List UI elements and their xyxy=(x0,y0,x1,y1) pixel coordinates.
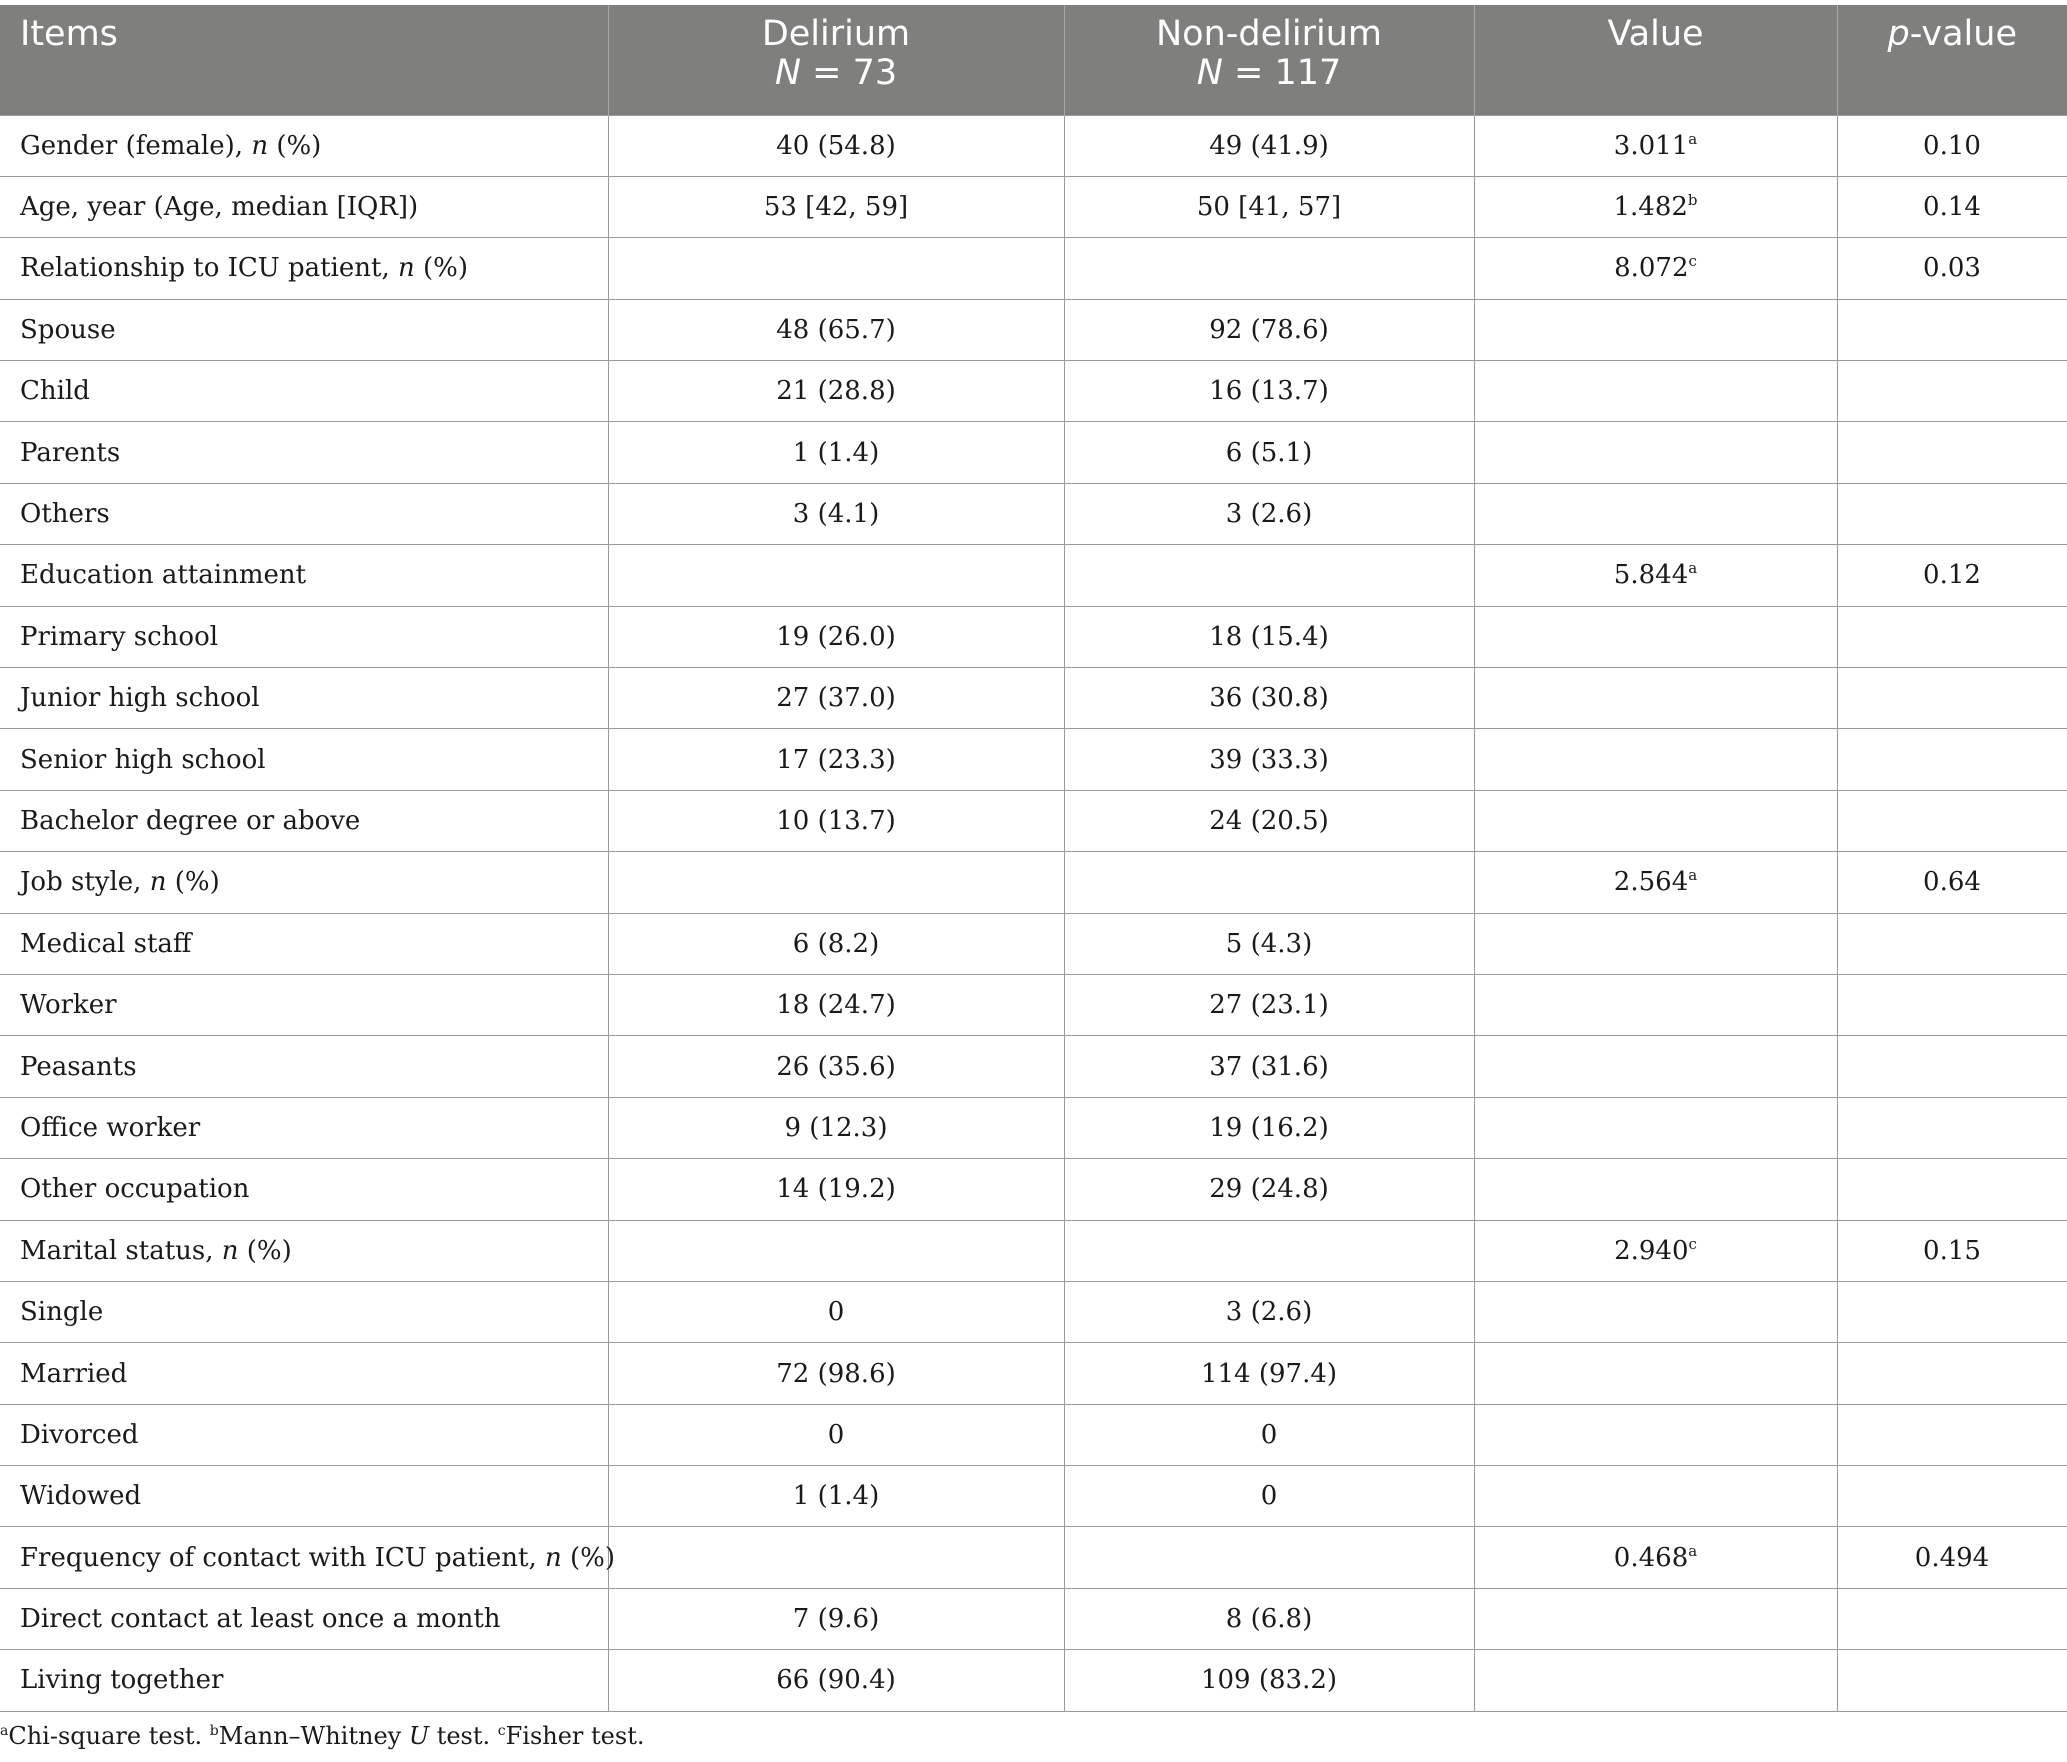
cell-value xyxy=(1474,1036,1837,1097)
cell-delirium: 1 (1.4) xyxy=(608,1466,1064,1527)
cell-p-value: 0.12 xyxy=(1837,545,2067,606)
cell-item: Married xyxy=(0,1343,608,1404)
cell-p-value xyxy=(1837,606,2067,667)
cell-value: 2.940$^c$ xyxy=(1474,1220,1837,1281)
cell-item: Others xyxy=(0,483,608,544)
cell-delirium xyxy=(608,1220,1064,1281)
cell-non-delirium xyxy=(1064,1220,1474,1281)
table-row xyxy=(0,1650,2067,1711)
cell-item: Age, year (Age, median [IQR]) xyxy=(0,176,608,237)
cell-delirium: 19 (26.0) xyxy=(608,606,1064,667)
table-row xyxy=(0,299,2067,360)
table-body xyxy=(0,115,2067,1711)
header-items: Items xyxy=(0,5,608,115)
cell-p-value xyxy=(1837,1281,2067,1342)
cell-p-value xyxy=(1837,1588,2067,1649)
cell-item: Direct contact at least once a month xyxy=(0,1588,608,1649)
table-row xyxy=(0,1036,2067,1097)
cell-delirium: 10 (13.7) xyxy=(608,790,1064,851)
cell-non-delirium: 92 (78.6) xyxy=(1064,299,1474,360)
cell-non-delirium: 36 (30.8) xyxy=(1064,668,1474,729)
cell-value: 8.072$^c$ xyxy=(1474,238,1837,299)
cell-non-delirium xyxy=(1064,852,1474,913)
cell-item: Spouse xyxy=(0,299,608,360)
cell-p-value xyxy=(1837,790,2067,851)
cell-non-delirium: 16 (13.7) xyxy=(1064,361,1474,422)
cell-p-value: 0.10 xyxy=(1837,115,2067,176)
cell-p-value xyxy=(1837,1404,2067,1465)
cell-p-value xyxy=(1837,483,2067,544)
cell-p-value xyxy=(1837,1343,2067,1404)
cell-non-delirium: 50 [41, 57] xyxy=(1064,176,1474,237)
cell-p-value xyxy=(1837,1159,2067,1220)
cell-item: Gender (female), n (%) xyxy=(0,115,608,176)
cell-value xyxy=(1474,1343,1837,1404)
table-row xyxy=(0,1404,2067,1465)
cell-p-value xyxy=(1837,1650,2067,1711)
cell-delirium: 6 (8.2) xyxy=(608,913,1064,974)
table-row xyxy=(0,422,2067,483)
cell-item: Worker xyxy=(0,974,608,1035)
cell-item: Frequency of contact with ICU patient, n (%) xyxy=(0,1527,608,1588)
cell-item: Office worker xyxy=(0,1097,608,1158)
cell-value: 1.482$^b$ xyxy=(1474,176,1837,237)
cell-item: Relationship to ICU patient, n (%) xyxy=(0,238,608,299)
cell-value xyxy=(1474,1159,1837,1220)
cell-non-delirium: 18 (15.4) xyxy=(1064,606,1474,667)
cell-p-value xyxy=(1837,1466,2067,1527)
cell-item: Junior high school xyxy=(0,668,608,729)
cell-non-delirium: 29 (24.8) xyxy=(1064,1159,1474,1220)
cell-item: Medical staff xyxy=(0,913,608,974)
cell-item: Primary school xyxy=(0,606,608,667)
table-row xyxy=(0,790,2067,851)
table-row xyxy=(0,729,2067,790)
cell-value xyxy=(1474,1097,1837,1158)
cell-value xyxy=(1474,974,1837,1035)
cell-value xyxy=(1474,1404,1837,1465)
cell-value xyxy=(1474,422,1837,483)
cell-delirium: 17 (23.3) xyxy=(608,729,1064,790)
cell-delirium: 26 (35.6) xyxy=(608,1036,1064,1097)
table-row xyxy=(0,238,2067,299)
cell-value: 3.011$^a$ xyxy=(1474,115,1837,176)
cell-item: Bachelor degree or above xyxy=(0,790,608,851)
table-row xyxy=(0,361,2067,422)
cell-delirium: 18 (24.7) xyxy=(608,974,1064,1035)
cell-delirium xyxy=(608,1527,1064,1588)
cell-value xyxy=(1474,913,1837,974)
cell-value xyxy=(1474,1466,1837,1527)
table-row xyxy=(0,115,2067,176)
table-row xyxy=(0,1281,2067,1342)
cell-item: Marital status, n (%) xyxy=(0,1220,608,1281)
cell-item: Peasants xyxy=(0,1036,608,1097)
table-row xyxy=(0,852,2067,913)
cell-item: Senior high school xyxy=(0,729,608,790)
header-non-delirium: Non-delirium N = 117 xyxy=(1064,5,1474,115)
table-row xyxy=(0,176,2067,237)
cell-non-delirium: 27 (23.1) xyxy=(1064,974,1474,1035)
cell-value xyxy=(1474,1281,1837,1342)
cell-non-delirium: 3 (2.6) xyxy=(1064,483,1474,544)
cell-non-delirium: 39 (33.3) xyxy=(1064,729,1474,790)
cell-p-value xyxy=(1837,1097,2067,1158)
cell-p-value: 0.15 xyxy=(1837,1220,2067,1281)
cell-delirium xyxy=(608,545,1064,606)
table-header xyxy=(0,5,2067,115)
cell-non-delirium: 24 (20.5) xyxy=(1064,790,1474,851)
cell-delirium: 14 (19.2) xyxy=(608,1159,1064,1220)
cell-p-value xyxy=(1837,913,2067,974)
cell-delirium: 0 xyxy=(608,1281,1064,1342)
cell-non-delirium: 0 xyxy=(1064,1404,1474,1465)
cell-delirium: 66 (90.4) xyxy=(608,1650,1064,1711)
cell-delirium: 72 (98.6) xyxy=(608,1343,1064,1404)
cell-item: Widowed xyxy=(0,1466,608,1527)
table-row xyxy=(0,1527,2067,1588)
table-row xyxy=(0,606,2067,667)
cell-delirium: 3 (4.1) xyxy=(608,483,1064,544)
cell-non-delirium xyxy=(1064,1527,1474,1588)
cell-delirium: 0 xyxy=(608,1404,1064,1465)
table-row xyxy=(0,1220,2067,1281)
cell-p-value: 0.64 xyxy=(1837,852,2067,913)
cell-delirium: 21 (28.8) xyxy=(608,361,1064,422)
cell-value: 0.468$^a$ xyxy=(1474,1527,1837,1588)
cell-p-value xyxy=(1837,422,2067,483)
cell-item: Parents xyxy=(0,422,608,483)
cell-p-value: 0.14 xyxy=(1837,176,2067,237)
cell-p-value xyxy=(1837,729,2067,790)
cell-p-value: 0.494 xyxy=(1837,1527,2067,1588)
cell-value: 5.844$^a$ xyxy=(1474,545,1837,606)
table-row xyxy=(0,483,2067,544)
cell-delirium: 27 (37.0) xyxy=(608,668,1064,729)
cell-p-value xyxy=(1837,974,2067,1035)
cell-item: Job style, n (%) xyxy=(0,852,608,913)
header-p-value: p-value xyxy=(1837,5,2067,115)
cell-item: Education attainment xyxy=(0,545,608,606)
table-footnote: $^a$Chi-square test. $^b$Mann–Whitney U test. $^c$Fisher test. xyxy=(0,1722,645,1750)
cell-item: Child xyxy=(0,361,608,422)
cell-value xyxy=(1474,361,1837,422)
cell-non-delirium xyxy=(1064,545,1474,606)
cell-item: Single xyxy=(0,1281,608,1342)
cell-non-delirium: 0 xyxy=(1064,1466,1474,1527)
header-value: Value xyxy=(1474,5,1837,115)
table-row xyxy=(0,1466,2067,1527)
cell-value xyxy=(1474,790,1837,851)
table-row xyxy=(0,545,2067,606)
cell-value xyxy=(1474,483,1837,544)
cell-p-value xyxy=(1837,668,2067,729)
cell-delirium: 7 (9.6) xyxy=(608,1588,1064,1649)
cell-non-delirium: 109 (83.2) xyxy=(1064,1650,1474,1711)
cell-non-delirium: 8 (6.8) xyxy=(1064,1588,1474,1649)
cell-p-value xyxy=(1837,299,2067,360)
table-row xyxy=(0,1588,2067,1649)
cell-value xyxy=(1474,668,1837,729)
cell-delirium: 1 (1.4) xyxy=(608,422,1064,483)
cell-p-value: 0.03 xyxy=(1837,238,2067,299)
data-table-container xyxy=(0,5,2067,1712)
cell-item: Divorced xyxy=(0,1404,608,1465)
header-row xyxy=(0,5,2067,115)
cell-delirium: 9 (12.3) xyxy=(608,1097,1064,1158)
cell-p-value xyxy=(1837,1036,2067,1097)
cell-non-delirium xyxy=(1064,238,1474,299)
table-row xyxy=(0,1097,2067,1158)
cell-non-delirium: 49 (41.9) xyxy=(1064,115,1474,176)
cell-value xyxy=(1474,1588,1837,1649)
cell-value xyxy=(1474,299,1837,360)
cell-value xyxy=(1474,1650,1837,1711)
table-row xyxy=(0,913,2067,974)
cell-non-delirium: 114 (97.4) xyxy=(1064,1343,1474,1404)
cell-delirium: 48 (65.7) xyxy=(608,299,1064,360)
cell-non-delirium: 3 (2.6) xyxy=(1064,1281,1474,1342)
table-row xyxy=(0,1159,2067,1220)
cell-item: Living together xyxy=(0,1650,608,1711)
cell-non-delirium: 6 (5.1) xyxy=(1064,422,1474,483)
cell-p-value xyxy=(1837,361,2067,422)
cell-delirium: 53 [42, 59] xyxy=(608,176,1064,237)
demographics-table xyxy=(0,5,2067,1712)
table-row xyxy=(0,668,2067,729)
cell-value: 2.564$^a$ xyxy=(1474,852,1837,913)
header-delirium: Delirium N = 73 xyxy=(608,5,1064,115)
cell-item: Other occupation xyxy=(0,1159,608,1220)
cell-delirium xyxy=(608,238,1064,299)
cell-delirium: 40 (54.8) xyxy=(608,115,1064,176)
table-row xyxy=(0,974,2067,1035)
cell-non-delirium: 37 (31.6) xyxy=(1064,1036,1474,1097)
cell-non-delirium: 5 (4.3) xyxy=(1064,913,1474,974)
cell-value xyxy=(1474,729,1837,790)
table-row xyxy=(0,1343,2067,1404)
cell-delirium xyxy=(608,852,1064,913)
cell-value xyxy=(1474,606,1837,667)
cell-non-delirium: 19 (16.2) xyxy=(1064,1097,1474,1158)
